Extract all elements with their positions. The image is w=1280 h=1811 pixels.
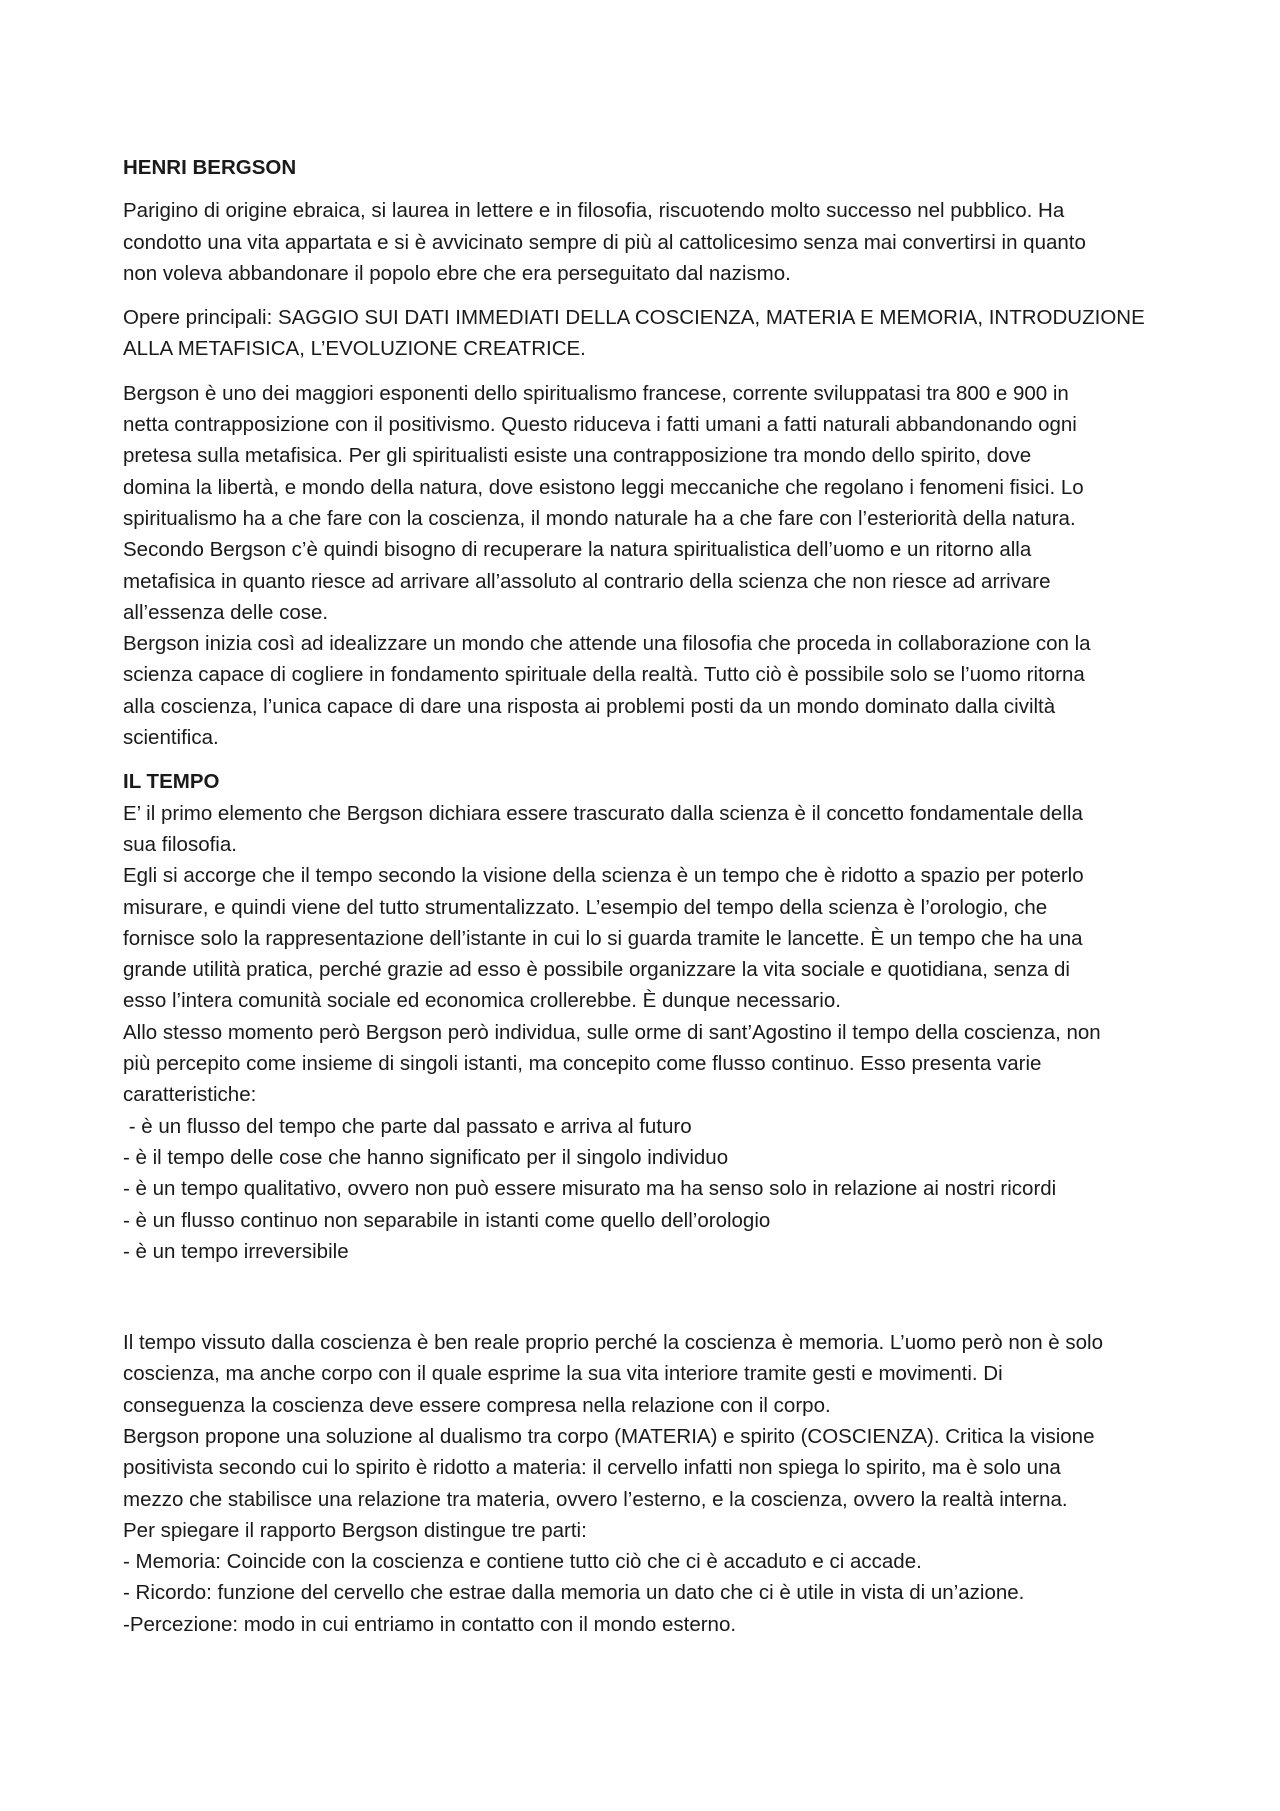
list-item: - è un tempo irreversibile — [123, 1239, 349, 1263]
text-line: più percepito come insieme di singoli istanti, ma concepito come flusso continuo. Esso presenta varie — [123, 1052, 1042, 1076]
text-line: Bergson propone una soluzione al dualismo tra corpo (MATERIA) e spirito (COSCIENZA). Critica la visione — [123, 1424, 1095, 1448]
text-line: Il tempo vissuto dalla coscienza è ben reale proprio perché la coscienza è memoria. L’uomo però non è solo — [123, 1331, 1103, 1355]
text-line: scienza capace di cogliere in fondamento spirituale della realtà. Tutto ciò è possibile solo se l’uomo ritorna — [123, 663, 1085, 687]
text-line: netta contrapposizione con il positivismo. Questo riduceva i fatti umani a fatti naturali abbandonando ogni — [123, 413, 1077, 437]
list-item: - Memoria: Coincide con la coscienza e contiene tutto ciò che ci è accaduto e ci accade. — [123, 1550, 922, 1574]
list-item: -Percezione: modo in cui entriamo in contatto con il mondo esterno. — [123, 1612, 737, 1636]
list-item: - è un flusso continuo non separabile in istanti come quello dell’orologio — [123, 1208, 771, 1232]
text-line: esso l’intera comunità sociale ed economica crollerebbe. È dunque necessario. — [123, 989, 841, 1013]
text-line: sua filosofia. — [123, 832, 237, 856]
list-item: - è un tempo qualitativo, ovvero non può essere misurato ma ha senso solo in relazione ai nostri ricordi — [123, 1177, 1057, 1201]
text-line: caratteristiche: — [123, 1083, 257, 1107]
text-line: grande utilità pratica, perché grazie ad esso è possibile organizzare la vita sociale e quotidiana, senza di — [123, 958, 1070, 982]
text-line: Opere principali: SAGGIO SUI DATI IMMEDIATI DELLA COSCIENZA, MATERIA E MEMORIA, INTRODUZIONE — [123, 306, 1145, 330]
section-heading-time: IL TEMPO — [123, 770, 220, 794]
time-characteristics-list — [123, 1111, 1173, 1267]
text-line: domina la libertà, e mondo della natura, dove esistono leggi meccaniche che regolano i fenomeni fisici. Lo — [123, 475, 1084, 499]
text-line: non voleva abbandonare il popolo ebre che era perseguitato dal nazismo. — [123, 261, 791, 285]
text-line: pretesa sulla metafisica. Per gli spiritualisti esiste una contrapposizione tra mondo dello spirito, dove — [123, 444, 1032, 468]
three-parts-list — [123, 1546, 1173, 1640]
text-line: metafisica in quanto riesce ad arrivare all’assoluto al contrario della scienza che non riesce ad arrivare — [123, 569, 1051, 593]
text-line: mezzo che stabilisce una relazione tra materia, ovvero l’esterno, e la coscienza, ovvero la realtà interna. — [123, 1487, 1068, 1511]
text-line: Egli si accorge che il tempo secondo la visione della scienza è un tempo che è ridotto a spazio per poterlo — [123, 864, 1084, 888]
spiritualism-paragraph — [123, 378, 1173, 754]
document-title: HENRI BERGSON — [123, 156, 297, 179]
list-item: - è il tempo delle cose che hanno significato per il singolo individuo — [123, 1145, 729, 1169]
text-line: fornisce solo la rappresentazione dell’istante in cui lo si guarda tramite le lancette. È un tempo che ha una — [123, 926, 1083, 950]
text-line: condotto una vita appartata e si è avvicinato sempre di più al cattolicesimo senza mai convertirsi in quanto — [123, 230, 1086, 254]
text-line: scientifica. — [123, 726, 219, 750]
text-line: Bergson è uno dei maggiori esponenti dello spiritualismo francese, corrente sviluppatasi tra 800 e 900 in — [123, 381, 1069, 405]
consciousness-paragraph — [123, 1327, 1173, 1546]
intro-paragraph — [123, 195, 1173, 289]
works-paragraph — [123, 302, 1173, 365]
document-page — [123, 152, 1173, 1640]
text-line: Bergson inizia così ad idealizzare un mondo che attende una filosofia che proceda in collaborazione con la — [123, 632, 1091, 656]
text-line: spiritualismo ha a che fare con la coscienza, il mondo naturale ha a che fare con l’esteriorità della natura. — [123, 506, 1076, 530]
blank-space — [123, 1267, 1173, 1327]
time-paragraph — [123, 798, 1173, 1111]
list-item: - Ricordo: funzione del cervello che estrae dalla memoria un dato che ci è utile in vista di un’azione. — [123, 1581, 1025, 1605]
list-item: - è un flusso del tempo che parte dal passato e arriva al futuro — [123, 1114, 692, 1138]
text-line: positivista secondo cui lo spirito è ridotto a materia: il cervello infatti non spiega lo spirito, ma è solo una — [123, 1456, 1061, 1480]
text-line: conseguenza la coscienza deve essere compresa nella relazione con il corpo. — [123, 1393, 831, 1417]
text-line: alla coscienza, l’unica capace di dare una risposta ai problemi posti da un mondo dominato dalla civiltà — [123, 694, 1056, 718]
text-line: misurare, e quindi viene del tutto strumentalizzato. L’esempio del tempo della scienza è l’orologio, che — [123, 895, 1048, 919]
text-line: E’ il primo elemento che Bergson dichiara essere trascurato dalla scienza è il concetto fondamentale della — [123, 801, 1083, 825]
text-line: Allo stesso momento però Bergson però individua, sulle orme di sant’Agostino il tempo della coscienza, non — [123, 1020, 1101, 1044]
text-line: all’essenza delle cose. — [123, 600, 329, 624]
text-line: ALLA METAFISICA, L’EVOLUZIONE CREATRICE. — [123, 337, 586, 361]
text-line: Parigino di origine ebraica, si laurea in lettere e in filosofia, riscuotendo molto successo nel pubblico. Ha — [123, 199, 1065, 223]
text-line: coscienza, ma anche corpo con il quale esprime la sua vita interiore tramite gesti e movimenti. Di — [123, 1362, 1003, 1386]
text-line: Secondo Bergson c’è quindi bisogno di recuperare la natura spiritualistica dell’uomo e un ritorno alla — [123, 538, 1032, 562]
text-line: Per spiegare il rapporto Bergson distingue tre parti: — [123, 1518, 587, 1542]
